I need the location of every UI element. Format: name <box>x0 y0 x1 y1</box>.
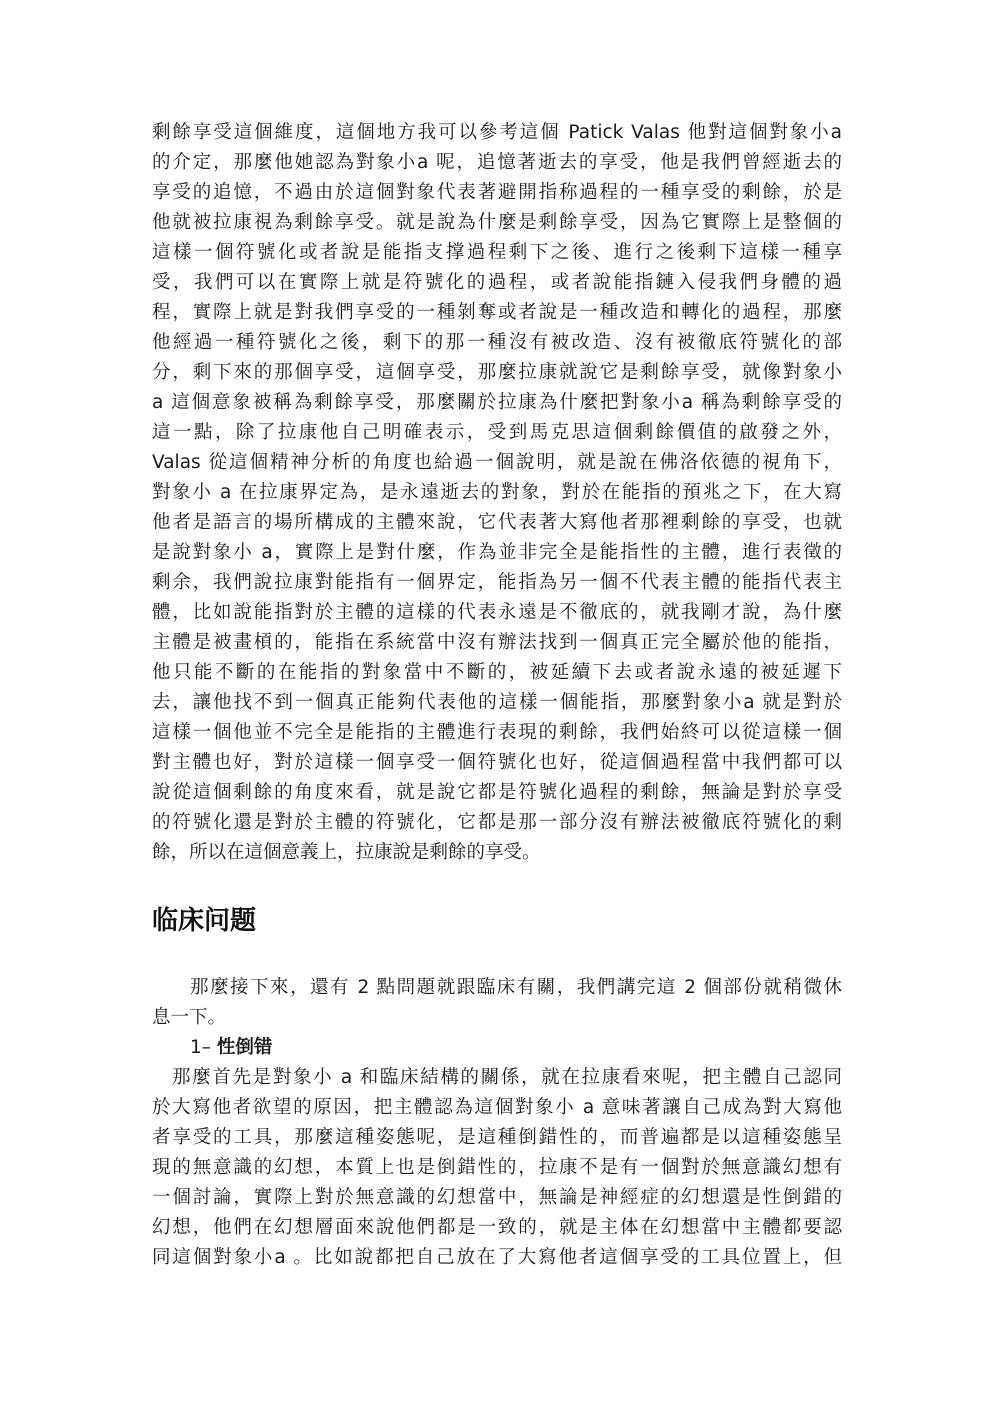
text-line: 說從這個剩餘的角度來看，就是說它都是符號化過程的剩餘，無論是對於享受 <box>152 782 842 803</box>
text-line: 同這個對象小a 。比如說都把自己放在了大寫他者這個享受的工具位置上，但 <box>152 1247 842 1268</box>
text-line: 對象小 a 在拉康界定為，是永遠逝去的對象，對於在能指的預兆之下，在大寫 <box>152 482 842 503</box>
section-heading: 临床问题 <box>152 906 257 936</box>
text-line: 這一點，除了拉康他自己明確表示，受到馬克思這個剩餘價值的啟發之外， <box>152 422 842 443</box>
text-line: 現的無意識的幻想，本質上也是倒錯性的，拉康不是有一個對於無意識幻想有 <box>152 1157 842 1178</box>
text-line: 受，我們可以在實際上就是符號化的過程，或者說能指鏈入侵我們身體的過 <box>152 272 842 293</box>
subheading-perversion <box>152 1033 842 1063</box>
paragraph-surplus-jouissance <box>152 118 842 868</box>
text-line: 息一下。 <box>152 1007 227 1028</box>
text-line: 於大寫他者欲望的原因，把主體認為這個對象小 a 意味著讓自己成為對大寫他 <box>152 1097 842 1118</box>
text-line: 體，比如說能指對於主體的這樣的代表永遠是不徹底的，就我剛才說，為什麼 <box>152 602 842 623</box>
text-line: a 這個意象被稱為剩餘享受，那麼關於拉康為什麼把對象小a 稱為剩餘享受的 <box>152 392 842 413</box>
text-line: 這樣一個他並不完全是能指的主體進行表現的剩餘，我們始終可以從這樣一個 <box>152 722 842 743</box>
text-line: 那麼接下來，還有 2 點問題就跟臨床有關，我們講完這 2 個部份就稍微休 <box>190 977 842 998</box>
text-line: 是說對象小 a，實際上是對什麼，作為並非完全是能指性的主體，進行表徵的 <box>152 542 842 563</box>
text-line: 這樣一個符號化或者說是能指支撑過程剩下之後、進行之後剩下這樣一種享 <box>152 242 842 263</box>
text-line: 那麼首先是對象小 a 和臨床結構的關係，就在拉康看來呢，把主體自己認同 <box>172 1067 842 1088</box>
text-line: Valas 從這個精神分析的角度也給過一個說明，就是說在佛洛依德的視角下， <box>152 452 842 473</box>
text-line: 主體是被畫槓的，能指在系統當中沒有辦法找到一個真正完全屬於他的能指， <box>152 632 842 653</box>
text-line: 他就被拉康視為剩餘享受。就是說為什麼是剩餘享受，因為它實際上是整個的 <box>152 212 842 233</box>
text-line: 的符號化還是對於主體的符號化，它都是那一部分沒有辦法被徹底符號化的剩 <box>152 812 842 833</box>
text-line: 剩餘享受這個維度，這個地方我可以參考這個 Patick Valas 他對這個對象小a <box>152 122 842 143</box>
text-line: 分，剩下來的那個享受，這個享受，那麼拉康就說它是剩餘享受，就像對象小 <box>152 362 842 383</box>
text-line: 去，讓他找不到一個真正能夠代表他的這樣一個能指，那麼對象小a 就是對於 <box>152 692 842 713</box>
text-line: 他經過一種符號化之後，剩下的那一種沒有被改造、沒有被徹底符號化的部 <box>152 332 842 353</box>
subheading <box>152 1033 842 1063</box>
text-line: 享受的追憶，不過由於這個對象代表著避開指称過程的一種享受的剩餘，於是 <box>152 182 842 203</box>
text-line: 一個討論，實際上對於無意識的幻想當中，無論是神經症的幻想還是性倒錯的 <box>152 1187 842 1208</box>
subheading-number: 1– <box>190 1037 212 1058</box>
text-line: 餘，所以在這個意義上，拉康說是剩餘的享受。 <box>152 842 541 863</box>
text-line: 程，實際上就是對我們享受的一種剝奪或者說是一種改造和轉化的過程，那麼 <box>152 302 842 323</box>
paragraph-clinical-intro <box>152 973 842 1033</box>
text-line: 他者是語言的場所構成的主體來說，它代表著大寫他者那裡剩餘的享受，也就 <box>152 512 842 533</box>
text-line: 對主體也好，對於這樣一個享受一個符號化也好，從這個過程當中我們都可以 <box>152 752 842 773</box>
text-line: 他只能不斷的在能指的對象當中不斷的，被延續下去或者說永遠的被延遲下 <box>152 662 842 683</box>
text-line: 剩余，我們說拉康對能指有一個界定，能指為另一個不代表主體的能指代表主 <box>152 572 842 593</box>
paragraph-perversion <box>152 1063 842 1273</box>
text-line: 的介定，那麼他她認為對象小a 呢，追憶著逝去的享受，他是我們曾經逝去的 <box>152 152 842 173</box>
text-line: 幻想，他們在幻想層面來說他們都是一致的，就是主体在幻想當中主體都要認 <box>152 1217 842 1238</box>
subheading-title: 性倒错 <box>216 1037 273 1058</box>
text-line: 者享受的工具，那麼這種姿態呢，是這種倒錯性的，而普遍都是以這種姿態呈 <box>152 1127 842 1148</box>
